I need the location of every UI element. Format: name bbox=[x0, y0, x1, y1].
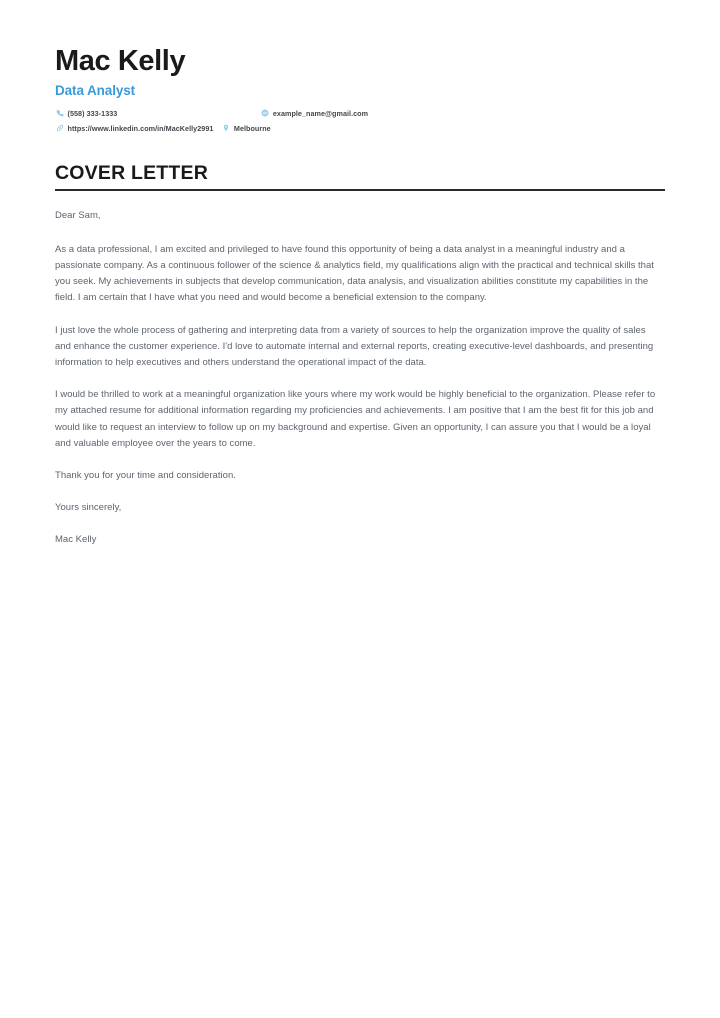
letter-paragraph-1: As a data professional, I am excited and privileged to have found this opportunity of being a data analyst in a meaningful industry and a passionate company. As a continuous follower of the science & analytics field, my qualifications align with the practical and technical skills that you seek. My achievements in subjects that develop communication, data analysis, and visualization abilities constitute my capabilities in the field. I am certain that I have what you need and would become a beneficial extension to the company. bbox=[55, 243, 654, 304]
letter-paragraph-2: I just love the whole process of gathering and interpreting data from a variety of sources to help the organization improve the quality of sales and enhance the customer experience. I'd love to automate internal and external reports, creating executive-level dashboards, and presenting information to help executives and others understand the operational impact of the data. bbox=[55, 324, 654, 368]
location-pin-icon bbox=[221, 124, 230, 133]
letter-thank-you: Thank you for your time and consideration. bbox=[55, 469, 236, 481]
section-divider bbox=[55, 189, 665, 191]
letter-closing: Yours sincerely, bbox=[55, 502, 122, 514]
contact-website[interactable] bbox=[55, 124, 213, 133]
contact-phone[interactable] bbox=[55, 109, 117, 118]
contact-details bbox=[55, 106, 665, 135]
section-title: COVER LETTER bbox=[55, 162, 208, 185]
letter-signature: Mac Kelly bbox=[55, 534, 97, 546]
applicant-job-title: Data Analyst bbox=[55, 82, 136, 98]
cover-letter-section bbox=[55, 163, 665, 549]
contact-website-text: https://www.linkedin.com/in/MacKelly2991 bbox=[67, 123, 214, 133]
contact-row-secondary bbox=[55, 121, 665, 135]
contact-row-primary bbox=[55, 106, 665, 120]
link-icon bbox=[55, 124, 64, 133]
contact-location[interactable] bbox=[221, 124, 270, 133]
document-header bbox=[55, 0, 665, 135]
letter-signoff bbox=[55, 500, 665, 548]
contact-email-text: example_name@gmail.com bbox=[272, 108, 369, 118]
contact-email[interactable] bbox=[260, 109, 368, 118]
email-icon bbox=[260, 109, 269, 118]
applicant-name: Mac Kelly bbox=[55, 45, 186, 77]
letter-salutation: Dear Sam, bbox=[55, 209, 101, 221]
contact-location-text: Melbourne bbox=[233, 123, 271, 133]
contact-phone-text: (558) 333-1333 bbox=[67, 108, 118, 118]
letter-paragraph-3: I would be thrilled to work at a meaningful organization like yours where my work would be highly beneficial to the organization. Please refer to my attached resume for additional information regarding my proficiencies and achievements. I am positive that I am the best fit for this job and would like to request an interview to follow up on my background and expertise. Given an opportunity, I can assure you that I would be a loyal and valuable employee over the years to come. bbox=[55, 389, 656, 449]
letter-body bbox=[55, 208, 665, 549]
phone-icon bbox=[55, 109, 64, 118]
